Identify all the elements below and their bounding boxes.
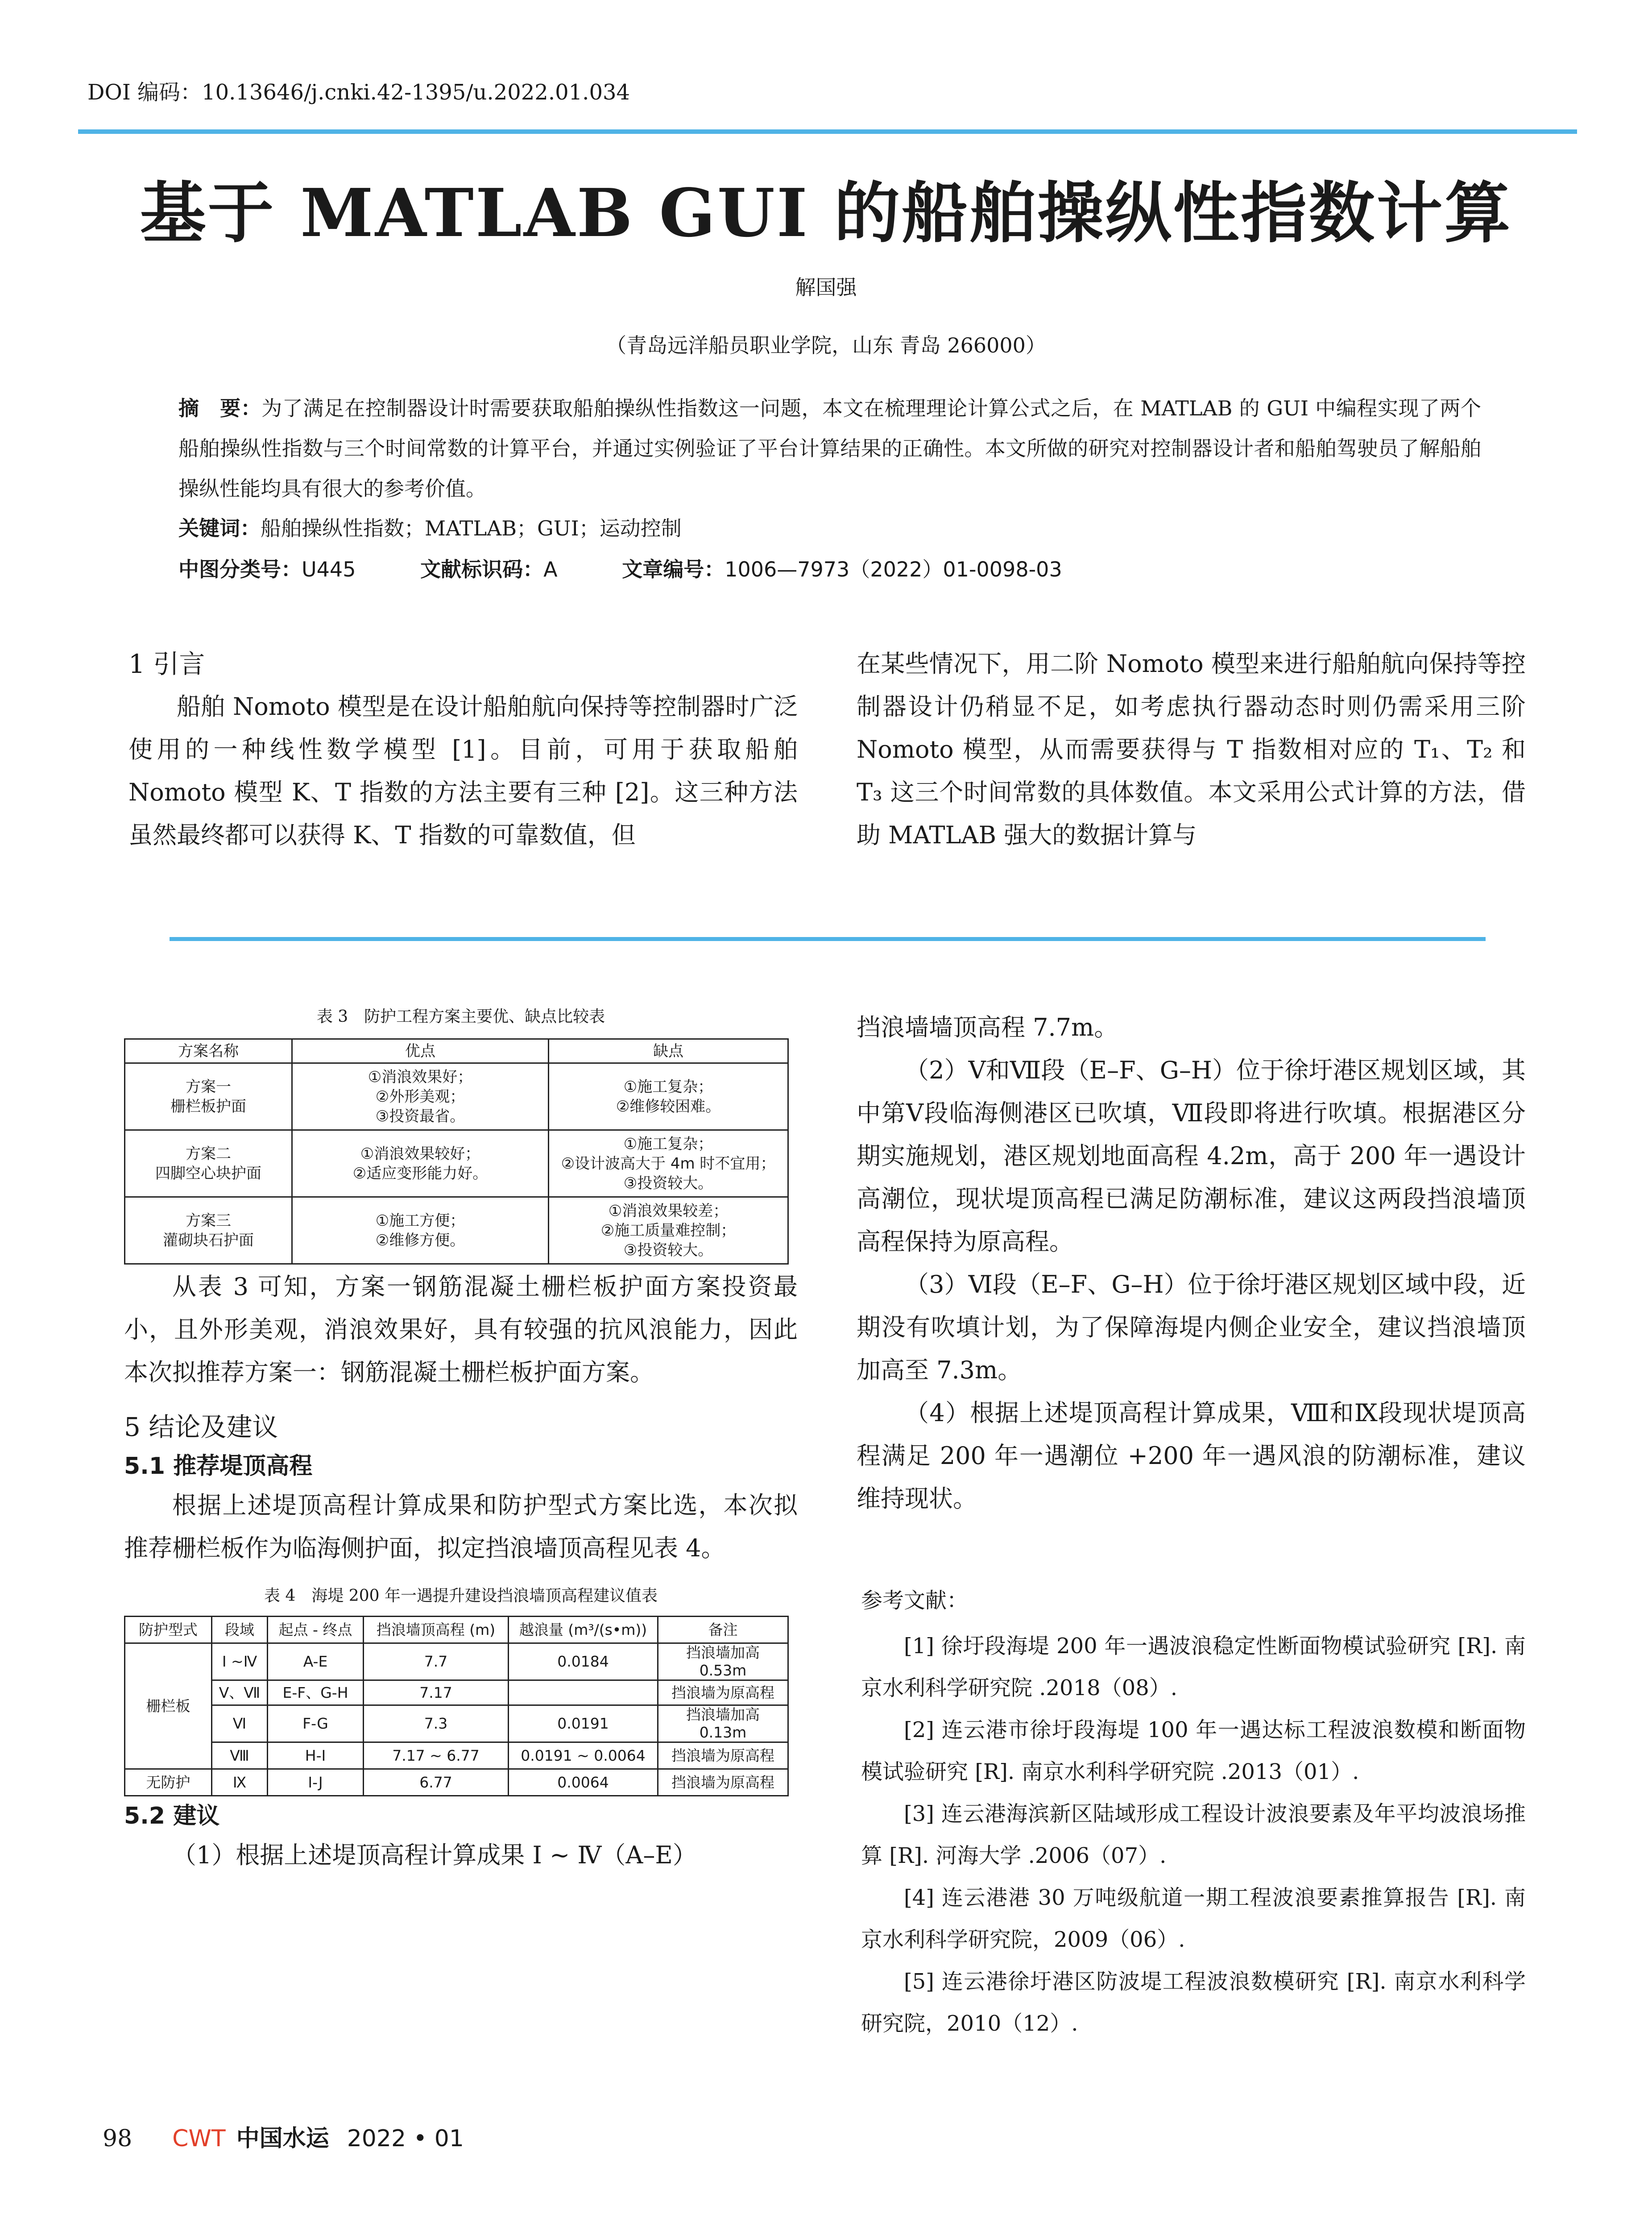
table4-cell: 挡浪墙加高 0.53m <box>658 1643 788 1680</box>
table4-cell: 7.3 <box>364 1705 509 1742</box>
reference-item: [3] 连云港海滨新区陆域形成工程设计波浪要素及年平均波浪场推算 [R]. 河海大学 .2006（07）. <box>861 1801 1526 1868</box>
journal-name: 中国水运 <box>236 2125 329 2152</box>
table4-header: 越浪量 (m³/(s•m)) <box>509 1617 658 1643</box>
table4-cell: 挡浪墙为原高程 <box>658 1680 788 1705</box>
right-paragraph-3: （3）Ⅵ段（E–F、G–H）位于徐圩港区规划区域中段，近期没有吹填计划，为了保障海堤内侧企业安全，建议挡浪墙顶加高至 7.3m。 <box>857 1270 1526 1384</box>
table4-cell: 0.0064 <box>509 1769 658 1796</box>
table4-cell: 7.17 <box>364 1680 509 1705</box>
right-paragraph-2: （2）Ⅴ和Ⅶ段（E–F、G–H）位于徐圩港区规划区域，其中第Ⅴ段临海侧港区已吹填，Ⅶ段即将进行吹填。根据港区分期实施规划，港区规划地面高程 4.2m，高于 200 年一遇设计高潮位，现状堤顶高程已满足防潮标准，建议这两段挡浪墙顶高程保持为原高程。 <box>857 1056 1526 1256</box>
abstract-text: 为了满足在控制器设计时需要获取船舶操纵性指数这一问题，本文在梳理理论计算公式之后，在 MATLAB 的 GUI 中编程实现了两个船舶操纵性指数与三个时间常数的计算平台，并通过实例验证了平台计算结果的正确性。本文所做的研究对控制器设计者和船舶驾驶员了解船舶操纵性能均具有很大的参考价值。 <box>178 396 1482 501</box>
keywords-text: 船舶操纵性指数；MATLAB；GUI；运动控制 <box>261 516 682 540</box>
author: 解国强 <box>795 275 857 299</box>
table3-cell-name: 方案三 灌砌块石护面 <box>125 1197 292 1264</box>
table-row <box>125 1769 788 1796</box>
table4-cell: 挡浪墙为原高程 <box>658 1769 788 1796</box>
table-row <box>125 1063 788 1130</box>
right-paragraph-1: 挡浪墙墙顶高程 7.7m。 <box>857 1013 1118 1041</box>
table4-group-cell: 栅栏板 <box>125 1643 212 1769</box>
section5-1-text: 根据上述堤顶高程计算成果和防护型式方案比选，本次拟推荐栅栏板作为临海侧护面，拟定挡浪墙顶高程见表 4。 <box>124 1491 798 1562</box>
table3-header: 缺点 <box>549 1039 788 1063</box>
table4-cell: 7.17 ~ 6.77 <box>364 1742 509 1769</box>
table4-cell: 挡浪墙加高 0.13m <box>658 1705 788 1742</box>
table3-cell-cons: ①消浪效果较差； ②施工质量难控制； ③投资较大。 <box>549 1197 788 1264</box>
table4-cell: E-F、G-H <box>268 1680 364 1705</box>
table3-header: 优点 <box>292 1039 549 1063</box>
section5-2-heading: 5.2 建议 <box>124 1803 220 1829</box>
page-number: 98 <box>103 2125 132 2152</box>
doi-line: DOI 编码：10.13646/j.cnki.42-1395/u.2022.01.034 <box>87 80 630 105</box>
intro-right-column <box>857 643 1526 857</box>
intro-heading: 1 引言 <box>128 649 205 679</box>
table4-cell <box>509 1680 658 1705</box>
table3-cell-cons: ①施工复杂； ②维修较困难。 <box>549 1063 788 1130</box>
table4-cell: Ⅴ、Ⅶ <box>212 1680 268 1705</box>
reference-item: [5] 连云港徐圩港区防波堤工程波浪数模研究 [R]. 南京水利科学研究院，2010（12）. <box>861 1969 1526 2036</box>
table4-header: 防护型式 <box>125 1617 212 1643</box>
table3-cell-name: 方案一 栅栏板护面 <box>125 1063 292 1130</box>
table-row <box>125 1680 788 1705</box>
table4-cell: Ⅸ <box>212 1769 268 1796</box>
table3-header-row <box>125 1039 788 1063</box>
section5-heading: 5 结论及建议 <box>124 1412 278 1442</box>
section5-2-text: （1）根据上述堤顶高程计算成果 Ⅰ ~ Ⅳ（A–E） <box>172 1841 697 1869</box>
table4-cell: Ⅵ <box>212 1705 268 1742</box>
lower-left-column <box>124 1004 798 1877</box>
table3-cell-pros: ①施工方便； ②维修方便。 <box>292 1197 549 1264</box>
table-row <box>125 1130 788 1197</box>
reference-item: [1] 徐圩段海堤 200 年一遇波浪稳定性断面物模试验研究 [R]. 南京水利科学研究院 .2018（08）. <box>861 1634 1526 1700</box>
abstract <box>178 388 1481 509</box>
table4-cell: Ⅰ ~Ⅳ <box>212 1643 268 1680</box>
right-paragraph-4: （4）根据上述堤顶高程计算成果，Ⅷ和Ⅸ段现状堤顶高程满足 200 年一遇潮位 +200 年一遇风浪的防潮标准，建议维持现状。 <box>857 1399 1526 1513</box>
intro-right-text: 在某些情况下，用二阶 Nomoto 模型来进行船舶航向保持等控制器设计仍稍显不足，如考虑执行器动态时则仍需采用三阶 Nomoto 模型，从而需要获得与 T 指数相对应的 T₁、T₂ 和 T₃ 这三个时间常数的具体数值。本文采用公式计算的方法，借助 MATLAB 强大的数据计算与 <box>857 650 1526 849</box>
references-heading: 参考文献： <box>861 1588 969 1613</box>
table3-cell-pros: ①消浪效果较好； ②适应变形能力好。 <box>292 1130 549 1197</box>
table4-header: 起点 - 终点 <box>268 1617 364 1643</box>
abstract-label: 摘 要： <box>178 396 262 420</box>
table3-cell-pros: ①消浪效果好； ②外形美观； ③投资最省。 <box>292 1063 549 1130</box>
table4-cell: H-I <box>268 1742 364 1769</box>
article-title: 基于 MATLAB GUI 的船舶操纵性指数计算 <box>140 174 1512 252</box>
journal-issue: 2022 • 01 <box>347 2125 464 2152</box>
table4-cell: 0.0191 ~ 0.0064 <box>509 1742 658 1769</box>
table3-header: 方案名称 <box>125 1039 292 1063</box>
table4-cell: 6.77 <box>364 1769 509 1796</box>
table4-cell: A-E <box>268 1643 364 1680</box>
affiliation: （青岛远洋船员职业学院，山东 青岛 266000） <box>606 333 1046 357</box>
clc-label: 中图分类号： <box>178 557 302 581</box>
table4-caption: 表 4 海堤 200 年一遇提升建设挡浪墙顶高程建议值表 <box>264 1587 658 1605</box>
art-value: 1006—7973（2022）01-0098-03 <box>725 557 1062 581</box>
lower-right-column <box>857 1006 1526 1520</box>
table4-cell: I-J <box>268 1769 364 1796</box>
intro-left-text: 船舶 Nomoto 模型是在设计船舶航向保持等控制器时广泛使用的一种线性数学模型 [1]。目前，可用于获取船舶 Nomoto 模型 K、T 指数的方法主要有三种 [2]。这三种方法虽然最终都可以获得 K、T 指数的可靠数值，但 <box>128 693 798 849</box>
keywords <box>178 512 682 542</box>
table3-cell-name: 方案二 四脚空心块护面 <box>125 1130 292 1197</box>
reference-item: [4] 连云港港 30 万吨级航道一期工程波浪要素推算报告 [R]. 南京水利科学研究院，2009（06）. <box>861 1885 1526 1952</box>
table4-header: 备注 <box>658 1617 788 1643</box>
doc-label: 文献标识码： <box>420 557 544 581</box>
art-label: 文章编号： <box>622 557 725 581</box>
doc-value: A <box>543 557 558 581</box>
table-row <box>125 1643 788 1680</box>
table4-cell: Ⅷ <box>212 1742 268 1769</box>
page-footer <box>103 2119 464 2153</box>
table4-cell: 挡浪墙为原高程 <box>658 1742 788 1769</box>
table3-discussion: 从表 3 可知，方案一钢筋混凝土栅栏板护面方案投资最小，且外形美观，消浪效果好，具有较强的抗风浪能力，因此本次拟推荐方案一：钢筋混凝土栅栏板护面方案。 <box>124 1273 798 1386</box>
table4-header: 挡浪墙顶高程 (m) <box>364 1617 509 1643</box>
table4-cell: 0.0191 <box>509 1705 658 1742</box>
table4-cell: 7.7 <box>364 1643 509 1680</box>
table3-cell-cons: ①施工复杂； ②设计波高大于 4m 时不宜用； ③投资较大。 <box>549 1130 788 1197</box>
section-divider <box>170 937 1486 941</box>
table3 <box>124 1038 789 1265</box>
table4-header: 段域 <box>212 1617 268 1643</box>
table4 <box>124 1616 789 1796</box>
journal-brand: CWT <box>172 2125 226 2152</box>
table4-header-row <box>125 1617 788 1643</box>
classification-line <box>178 553 1383 583</box>
table4-cell: 0.0184 <box>509 1643 658 1680</box>
table4-cell: F-G <box>268 1705 364 1742</box>
header-rule <box>78 129 1577 134</box>
references <box>861 1580 1526 2044</box>
keywords-label: 关键词： <box>178 516 261 540</box>
table3-caption: 表 3 防护工程方案主要优、缺点比较表 <box>316 1008 605 1026</box>
table-row <box>125 1742 788 1769</box>
reference-item: [2] 连云港市徐圩段海堤 100 年一遇达标工程波浪数模和断面物模试验研究 [R]. 南京水利科学研究院 .2013（01）. <box>861 1717 1526 1784</box>
intro-left-column <box>128 643 798 857</box>
table-row <box>125 1197 788 1264</box>
table-row <box>125 1705 788 1742</box>
clc-value: U445 <box>302 557 356 581</box>
section5-1-heading: 5.1 推荐堤顶高程 <box>124 1453 313 1480</box>
table4-group-cell: 无防护 <box>125 1769 212 1796</box>
